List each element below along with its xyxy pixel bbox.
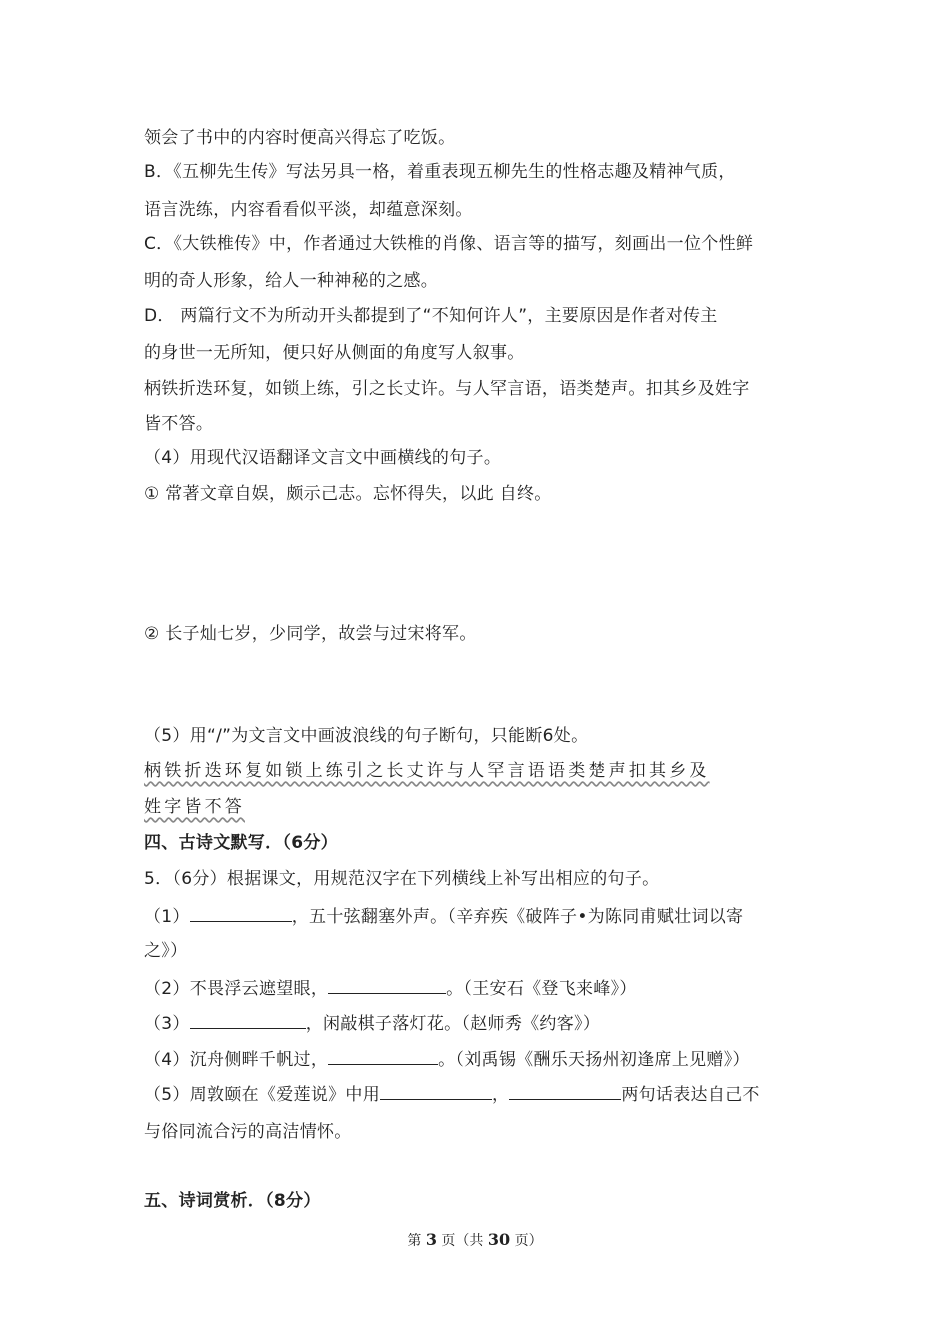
item-text: 。（王安石《登飞来峰》） (446, 979, 637, 999)
translation-sentence-1: ① 常著文章自娱，颇示己志。忘怀得失，以此 自终。 (144, 484, 552, 504)
footer-text: 页） (510, 1233, 543, 1249)
paragraph-line: 的身世一无所知，便只好从侧面的角度写人叙事。 (144, 343, 525, 363)
answer-blank[interactable] (380, 1082, 492, 1100)
answer-blank[interactable] (509, 1082, 621, 1100)
answer-blank[interactable] (190, 904, 292, 922)
paragraph-line: 与俗同流合污的高洁情怀。 (144, 1122, 352, 1142)
option-c-line: C．《大铁椎传》中，作者通过大铁椎的肖像、语言等的描写，刻画出一位个性鲜 (144, 234, 754, 254)
question-5-intro: 5．（6分）根据课文，用规范汉字在下列横线上补写出相应的句子。 (144, 869, 660, 889)
footer-text: 第 (407, 1233, 426, 1249)
option-d-line: D． 两篇行文不为所动开头都提到了“不知何许人”，主要原因是作者对传主 (144, 306, 718, 326)
item-text: 。（刘禹锡《酬乐天扬州初逢席上见赠》） (438, 1050, 750, 1070)
option-b-line: B．《五柳先生传》写法另具一格，着重表现五柳先生的性格志趣及精神气质， (144, 162, 736, 182)
question-5-prompt: （5）用“/”为文言文中画波浪线的句子断句，只能断6处。 (144, 726, 589, 746)
page-footer (0, 1230, 950, 1250)
paragraph-line: 明的奇人形象，给人一种神秘的之感。 (144, 271, 439, 291)
fill-item-3 (144, 1011, 600, 1035)
item-text: 两句话表达自己不 (621, 1085, 760, 1105)
total-page-count: 30 (487, 1230, 511, 1249)
item-text: ，闲敲棋子落灯花。（赵师秀《约客》） (305, 1014, 601, 1034)
wavy-sentence-line: 柄铁折迭环复如锁上练引之长丈许与人罕言语语类楚声扣其乡及 (144, 761, 710, 781)
answer-blank[interactable] (328, 1047, 438, 1065)
fill-item-2 (144, 976, 637, 1000)
item-text: ，五十弦翻塞外声。（辛弃疾《破阵子•为陈同甫赋壮词以寄 (291, 907, 744, 927)
wavy-sentence-line: 姓字皆不答 (144, 797, 245, 817)
item-label: （1） (144, 907, 190, 927)
item-text: （4）沉舟侧畔千帆过， (144, 1050, 329, 1070)
fill-item-1 (144, 904, 743, 928)
paragraph-line: 语言洗练，内容看看似平淡，却蕴意深刻。 (144, 200, 473, 220)
question-4-prompt: （4）用现代汉语翻译文言文中画横线的句子。 (144, 448, 502, 468)
answer-blank[interactable] (190, 1011, 306, 1029)
section-5-heading: 五、诗词赏析．（8分） (144, 1191, 321, 1211)
paragraph-line: 柄铁折迭环复，如锁上练，引之长丈许。与人罕言语，语类楚声。扣其乡及姓字 (144, 379, 750, 399)
current-page-number: 3 (425, 1230, 437, 1249)
section-4-heading: 四、古诗文默写．（6分） (144, 833, 338, 853)
fill-item-4 (144, 1047, 750, 1071)
paragraph-line: 之》） (144, 941, 188, 961)
item-label: （3） (144, 1014, 190, 1034)
footer-text: 页（共 (436, 1233, 488, 1249)
paragraph-line: 领会了书中的内容时便高兴得忘了吃饭。 (144, 128, 456, 148)
paragraph-line: 皆不答。 (144, 414, 214, 434)
translation-sentence-2: ② 长子灿七岁，少同学，故尝与过宋将军。 (144, 624, 477, 644)
item-text: ， (492, 1085, 510, 1105)
item-text: （2）不畏浮云遮望眼， (144, 979, 329, 999)
item-text: （5）周敦颐在《爱莲说》中用 (144, 1085, 381, 1105)
answer-blank[interactable] (328, 976, 446, 994)
fill-item-5 (144, 1082, 760, 1106)
